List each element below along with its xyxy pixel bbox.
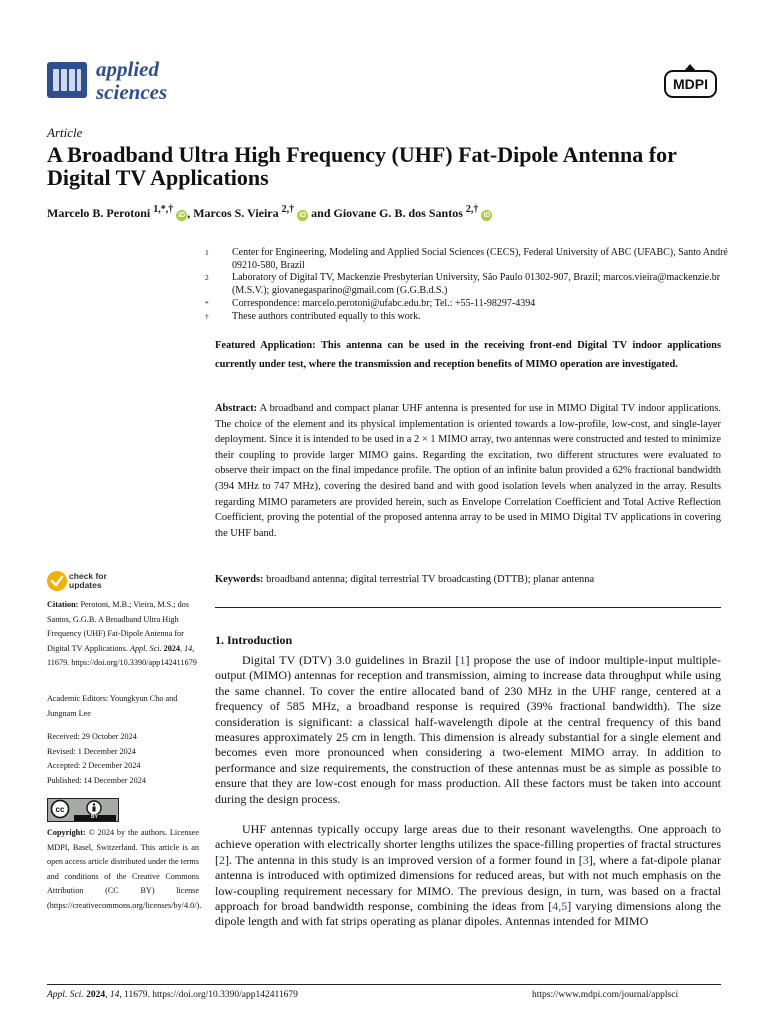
divider bbox=[215, 607, 721, 608]
publisher-logo: MDPI bbox=[664, 70, 717, 98]
article-title: A Broadband Ultra High Frequency (UHF) Fat-Dipole Antenna for Digital TV Applications bbox=[47, 142, 677, 190]
author-name[interactable]: Marcos S. Vieira bbox=[193, 206, 279, 220]
footer-journal-url[interactable]: https://www.mdpi.com/journal/applsci bbox=[532, 990, 679, 1000]
citation-link[interactable]: 3 bbox=[582, 852, 589, 867]
copyright: Copyright: © 2024 by the authors. Licensee MDPI, Basel, Switzerland. This article is an open access article distributed under the terms and conditions of the Creative Commons Attribution (CC BY) license (https://creativecommons.org/licenses/by/4.0/). bbox=[47, 828, 202, 910]
article-type: Article bbox=[47, 125, 83, 140]
footer-divider bbox=[47, 984, 721, 985]
correspondence: * Correspondence: marcelo.perotoni@ufabc.edu.br; Tel.: +55-11-98297-4394 bbox=[205, 298, 536, 309]
author-name[interactable]: Marcelo B. Perotoni bbox=[47, 206, 151, 220]
citation-link[interactable]: 4 bbox=[552, 899, 559, 914]
author-affil-mark: 2,† bbox=[281, 204, 295, 215]
journal-logo bbox=[47, 62, 87, 98]
abstract: Abstract: A broadband and compact planar UHF antenna is presented for use in MIMO Digital TV indoor applications. The choice of the element and its physical implementation is oriented towards a low-profile, low-cost, and single-layer deployment. Since it is intended to be used in a 2 × 1 MIMO array, two antennas were constructed and tested to minimize their coupling to provide larger MIMO gains. Regarding the excitation, two different structures were evaluated to observe their impact on the final impedance profile. The option of an infinite balun provided a 62% fractional bandwidth (394 MHz to 747 MHz), covering the desired band and with good isolation levels when analyzed in the array. Results regarding MIMO parameters are provided herein, such as Envelope Correlation Coefficient and Total Active Reflection Coefficient, proving the potential of the proposed antenna array to be used in MIMO Digital TV applications in covering the UHF band. bbox=[215, 403, 721, 539]
citation: Citation: Perotoni, M.B.; Vieira, M.S.; dos Santos, G.G.B. A Broadband Ultra High Frequency (UHF) Fat-Dipole Antenna for Digital TV Applications. Appl. Sci. 2024, 14, 11679. https://doi.org/10.3390/app142411679 bbox=[47, 600, 197, 667]
citation-link[interactable]: 1 bbox=[459, 653, 466, 667]
affiliation: 1 Center for Engineering, Modeling and Applied Social Sciences (CECS), Federal University of ABC (UFABC), Santo André 09210-580, Brazil bbox=[205, 247, 728, 271]
citation-link[interactable]: 2 bbox=[219, 852, 225, 867]
author-list: Marcelo B. Perotoni $^{1,*,\dagger}$ iD , Marcos S. Vieira $^{2,\dagger}$ iD and Giovane G. B. dos Santos $^{2,\dagger}$ iD bbox=[47, 204, 491, 220]
orcid-icon[interactable]: iD bbox=[483, 212, 491, 219]
affiliation: 2 Laboratory of Digital TV, Mackenzie Presbyterian University, São Paulo 01302-907, Brazil; marcos.vieira@mackenzie.br (M.S.V.); giovanegasparino@gmail.com (G.G.B.d.S.) bbox=[205, 272, 721, 296]
svg-text:cc: cc bbox=[55, 805, 65, 814]
cc-by-license-badge[interactable]: cc BY bbox=[47, 798, 119, 822]
orcid-icon[interactable]: iD bbox=[299, 212, 307, 219]
publication-dates: Received: 29 October 2024 Revised: 1 December 2024 Accepted: 2 December 2024 Published: 14 December 2024 bbox=[47, 732, 146, 785]
featured-application: Featured Application: This antenna can be used in the receiving front-end Digital TV indoor applications currently under test, where the transmission and reception benefits of MIMO operation are investigated. bbox=[215, 340, 722, 370]
author-affil-mark: 1,*,† bbox=[153, 204, 174, 215]
author-affil-mark: 2,† bbox=[465, 204, 479, 215]
intro-paragraph-2: UHF antennas typically occupy large areas due to their resonant wavelengths. One approach to achieve operation with electrically shorter lengths utilizes the space-filling properties of fractal structures [2]. The antenna in this study is an improved version of a former found in [3], where a fat-dipole planar antenna is introduced with optimized dimensions for reduced areas, but with not much emphasis on the low-coupling requirement necessary for MIMO. The previous design, in turn, was based on a fractal approach for broad bandwidth response, combining the ideas from [4,5] varying dimensions along the dipole length and with fat strips operating as planar dipoles. Antennas intended for MIMO bbox=[215, 822, 722, 929]
check-for-updates-icon[interactable] bbox=[47, 571, 67, 591]
academic-editors: Academic Editors: Youngkyun Cho and Jungnam Lee bbox=[47, 694, 178, 718]
orcid-icon[interactable]: iD bbox=[178, 212, 186, 219]
author-name[interactable]: Giovane G. B. dos Santos bbox=[333, 206, 463, 220]
keywords: Keywords: broadband antenna; digital terrestrial TV broadcasting (DTTB); planar antenna bbox=[215, 574, 595, 585]
check-for-updates-label[interactable]: check for updates bbox=[69, 571, 107, 590]
equal-contribution-note: † These authors contributed equally to this work. bbox=[205, 311, 421, 322]
footer-citation: Appl. Sci. 2024, 14, 11679. https://doi.org/10.3390/app142411679 bbox=[47, 990, 298, 1000]
citation-link[interactable]: 5 bbox=[561, 899, 568, 914]
journal-name: applied sciences bbox=[96, 57, 168, 104]
intro-paragraph-1: Digital TV (DTV) 3.0 guidelines in Brazil [1] propose the use of indoor multiple-input multiple-output (MIMO) antennas for reception and transmission, aiming to increase data throughput while using the same channel. To cover the entire allocated band of 230 MHz in the UHF range, centered at a frequency of 585 MHz, a broadband response is required (39% fractional bandwidth). The size consideration is significant: a classical half-wavelength dipole at the central frequency of this band measures approximately 25 cm in length. This dimension is already substantial for a single element and becomes even more pronounced when considering a two-element MIMO array. In addition to performance and size requirements, the construction of these antennas must be as simple as possible to ensure that they are low-cost enough for mass production. All these factors must be taken into account during the design process. bbox=[215, 653, 721, 806]
section-heading: 1. Introduction bbox=[215, 633, 293, 647]
